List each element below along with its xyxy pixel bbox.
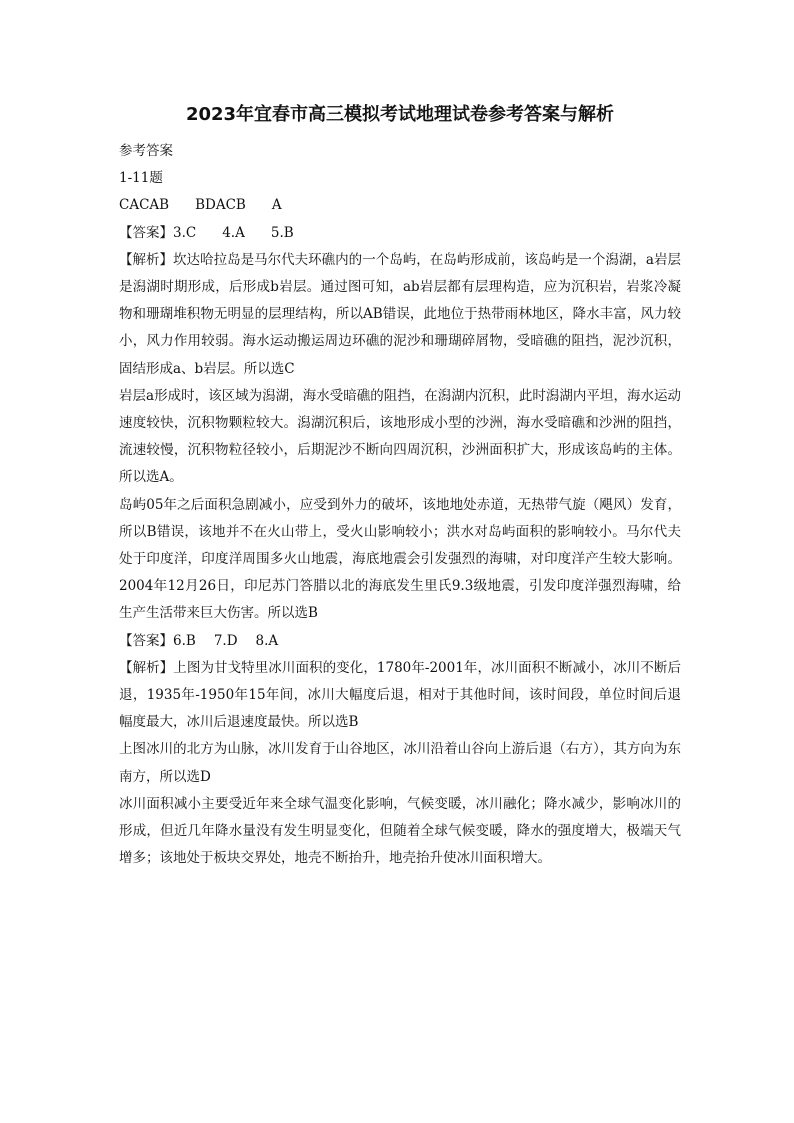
answer-group-2: BDACB [195,197,246,214]
answer-label: 【答案】 [119,632,173,649]
document-title: 2023年宜春市高三模拟考试地理试卷参考答案与解析 [185,104,615,125]
answer-item: 3.C [173,224,197,241]
analysis-paragraph: 冰川面积减小主要受近年来全球气温变化影响，气候变暖，冰川融化；降水减少，影响冰川的形成，但近几年降水量没有发生明显变化，但随着全球气候变暖，降水的强度增大，极端天气增多；该地处于板块交界处，地壳不断抬升，地壳抬升使冰川面积增大。 [119,795,681,867]
analysis-paragraph: 上图冰川的北方为山脉，冰川发育于山谷地区，冰川沿着山谷向上游后退（右方），其方向为东南方，所以选D [119,741,681,785]
analysis-label: 【解析】 [119,659,174,676]
analysis-text: 上图为甘戈特里冰川面积的变化，1780年-2001年，冰川面积不断减小，冰川不断后退，1935年-1950年15年间，冰川大幅度后退，相对于其他时间，该时间段，单位时间后退幅度最大，冰川后退速度最快。所以选B [119,659,681,731]
section-label: 参考答案 [119,143,173,159]
answer-block-2 [119,628,681,655]
answer-group-3: A [271,197,282,214]
analysis-paragraph [119,655,681,737]
document-page [119,100,681,872]
analysis-text: 坎达哈拉岛是马尔代夫环礁内的一个岛屿，在岛屿形成前，该岛屿是一个潟湖，a岩层是潟湖时期形成，后形成b岩层。通过图可知，ab岩层都有层理构造，应为沉积岩，岩浆冷凝物和珊瑚堆积物无明显的层理结构，所以AB错误，此地位于热带雨林地区，降水丰富，风力较小，风力作用较弱。海水运动搬运周边环礁的泥沙和珊瑚碎屑物，受暗礁的阻挡，泥沙沉积，固结形成a、b岩层。所以选C [119,251,681,377]
answer-label: 【答案】 [119,224,173,241]
question-range-label: 1-11题 [119,170,163,187]
answer-item: 6.B [173,632,196,649]
answer-item: 8.A [255,632,279,649]
answer-group-1: CACAB [119,197,170,214]
answer-item: 5.B [270,224,294,241]
analysis-label: 【解析】 [119,251,174,268]
answers-line [119,192,681,219]
answer-item: 4.A [222,224,245,241]
analysis-paragraph [119,247,681,383]
analysis-paragraph: 岩层a形成时，该区域为潟湖，海水受暗礁的阻挡，在潟湖内沉积，此时潟湖内平坦，海水运动速度较快，沉积物颗粒较大。潟湖沉积后，该地形成小型的沙洲，海水受暗礁和沙洲的阻挡，流速较慢，沉积物粒径较小，后期泥沙不断向四周沉积，沙洲面积扩大，形成该岛屿的主体。所以选A。 [119,387,681,486]
answer-block-1 [119,220,681,247]
answer-item: 7.D [213,632,238,649]
analysis-paragraph: 岛屿05年之后面积急剧减小，应受到外力的破坏，该地地处赤道，无热带气旋（飓风）发育，所以B错误，该地并不在火山带上，受火山影响较小；洪水对岛屿面积的影响较小。马尔代夫处于印度洋，印度洋周围多火山地震，海底地震会引发强烈的海啸，对印度洋产生较大影响。2004年12月26日，印尼苏门答腊以北的海底发生里氏9.3级地震，引发印度洋强烈海啸，给生产生活带来巨大伤害。所以选B [119,496,681,622]
